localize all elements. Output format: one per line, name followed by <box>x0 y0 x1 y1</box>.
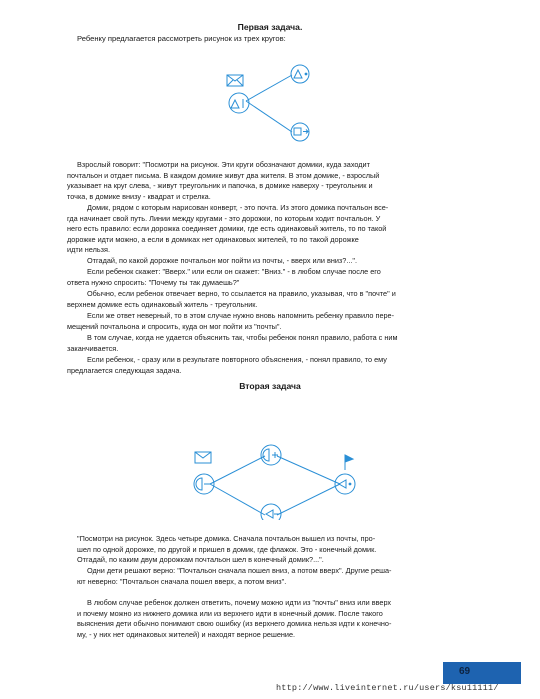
text-line: Одни дети решают верно: "Почтальон сначала пошел вниз, а потом вверх". Другие решa- <box>87 566 392 575</box>
path-line <box>210 456 265 484</box>
task1-paragraph-2 <box>67 203 389 256</box>
half-circle-icon <box>263 449 269 461</box>
figure-four-houses <box>185 440 375 520</box>
task1-paragraph-5 <box>67 289 396 310</box>
text-line: му, - у них нет одинаковых жителей) и находят верное решение. <box>77 629 296 639</box>
task1-paragraph-8 <box>67 355 387 376</box>
triangle-icon <box>231 100 239 108</box>
dot-icon <box>349 483 351 485</box>
text-line: Отгадай, по каким двум дорожкам почтальон шел в конечный домик?...". <box>77 555 324 564</box>
text-line: точка, в домике внизу - квадрат и стрелка. <box>67 191 211 201</box>
text-line: ответа нужно спросить: "Почему ты так думаешь?" <box>67 277 240 287</box>
task2-paragraph-2 <box>77 566 392 587</box>
triangle-icon <box>266 510 273 518</box>
text-line: верхнем домике есть одинаковый житель - треугольник. <box>67 299 258 309</box>
text-line: В том случае, когда не удается объяснить так, чтобы ребенок понял правило, работа с ним <box>87 333 398 342</box>
text-line: почтальон и отдает письма. В каждом домике живут два жителя. В этом домике, - взрослый <box>67 170 380 180</box>
task2-title: Вторая задача <box>239 381 301 391</box>
path-line <box>246 75 292 101</box>
house-circle <box>261 504 281 520</box>
task1-paragraph-7 <box>67 333 398 354</box>
text-line: "Посмотри на рисунок. Здесь четыре домика. Сначала почтальон вышел из почты, про- <box>77 534 376 543</box>
text-line: указывает на круг слева, - живут треугольник и папочка, в домике наверху - треугольник и <box>67 181 373 190</box>
path-line <box>210 484 265 515</box>
triangle-icon <box>339 480 346 488</box>
text-line: ют неверно: "Почтальон сначала пошел вверх, а потом вниз". <box>77 576 287 586</box>
task1-paragraph-4 <box>67 267 381 288</box>
text-line: шел по одной дорожке, по другой и пришел в домик, где флажок. Это - конечный домик. <box>77 544 377 554</box>
text-line: выяснения дети обычно понимают свою ошибку (из верхнего домика нельзя идти к конечно- <box>77 619 392 628</box>
house-circle <box>229 93 249 113</box>
page-number-box <box>443 662 521 684</box>
half-circle-icon <box>196 478 202 490</box>
task1-title: Первая задача. <box>237 22 303 32</box>
task2-paragraph-1 <box>77 534 376 566</box>
figure-three-houses <box>220 58 330 148</box>
task1-paragraph-1 <box>67 160 380 202</box>
text-line: него есть правило: если дорожка соединяет домики, где есть одинаковый житель, то по такой <box>67 224 387 233</box>
text-line: и почему можно из нижнего домика или из верхнего идти в конечный домик. После такого <box>77 608 383 618</box>
task1-paragraph-3 <box>87 256 357 267</box>
text-line: Обычно, если ребенок отвечает верно, то ссылается на правило, указывая, что в "почте" и <box>87 289 396 298</box>
text-line: мещений почтальона и спросить, куда он мог пойти из "почты". <box>67 321 282 331</box>
text-line: Взрослый говорит: "Посмотри на рисунок. Эти круги обозначают домики, куда заходит <box>77 160 370 169</box>
text-line: гда начинает свой путь. Линии между кругами - это дорожки, по которым ходит почтальон. У <box>67 213 381 223</box>
task1-intro: Ребенку предлагается рассмотреть рисунок из трех кругов: <box>77 34 286 43</box>
page-number: 69 <box>459 666 471 677</box>
path-line <box>277 456 340 484</box>
text-line: В любом случае ребенок должен ответить, почему можно идти из "почты" вниз или вверх <box>87 598 392 607</box>
source-url-watermark: http://www.liveinternet.ru/users/ksu11111/ <box>276 683 499 693</box>
text-line: Если же ответ неверный, то в этом случае нужно вновь напомнить ребенку правило пере- <box>87 311 395 320</box>
text-line: заканчивается. <box>67 343 119 353</box>
dot-icon <box>305 73 307 75</box>
path-line <box>246 101 292 132</box>
square-icon <box>294 128 301 135</box>
triangle-icon <box>294 70 302 78</box>
text-line: идти нельзя. <box>67 245 111 254</box>
task1-paragraph-6 <box>67 311 395 332</box>
path-line <box>277 484 340 515</box>
text-line: Если ребенок, - сразу или в результате повторного объяснения, - понял правило, то ему <box>87 355 387 364</box>
text-line: Отгадай, по какой дорожке почтальон мог пойти из почты, - вверх или вниз?...". <box>87 256 358 265</box>
text-line: Если ребенок скажет: "Вверх." или если он скажет: "Вниз." - в любом случае после его <box>87 267 381 276</box>
text-line: дорожке идти можно, а если в домиках нет одинаковых жителей, то по такой дорожке <box>67 234 359 244</box>
text-line: предлагается следующая задача. <box>67 365 182 375</box>
task2-paragraph-3 <box>77 598 392 640</box>
text-line: Домик, рядом с которым нарисован конверт, - это почта. Из этого домика почтальон все- <box>87 203 389 212</box>
